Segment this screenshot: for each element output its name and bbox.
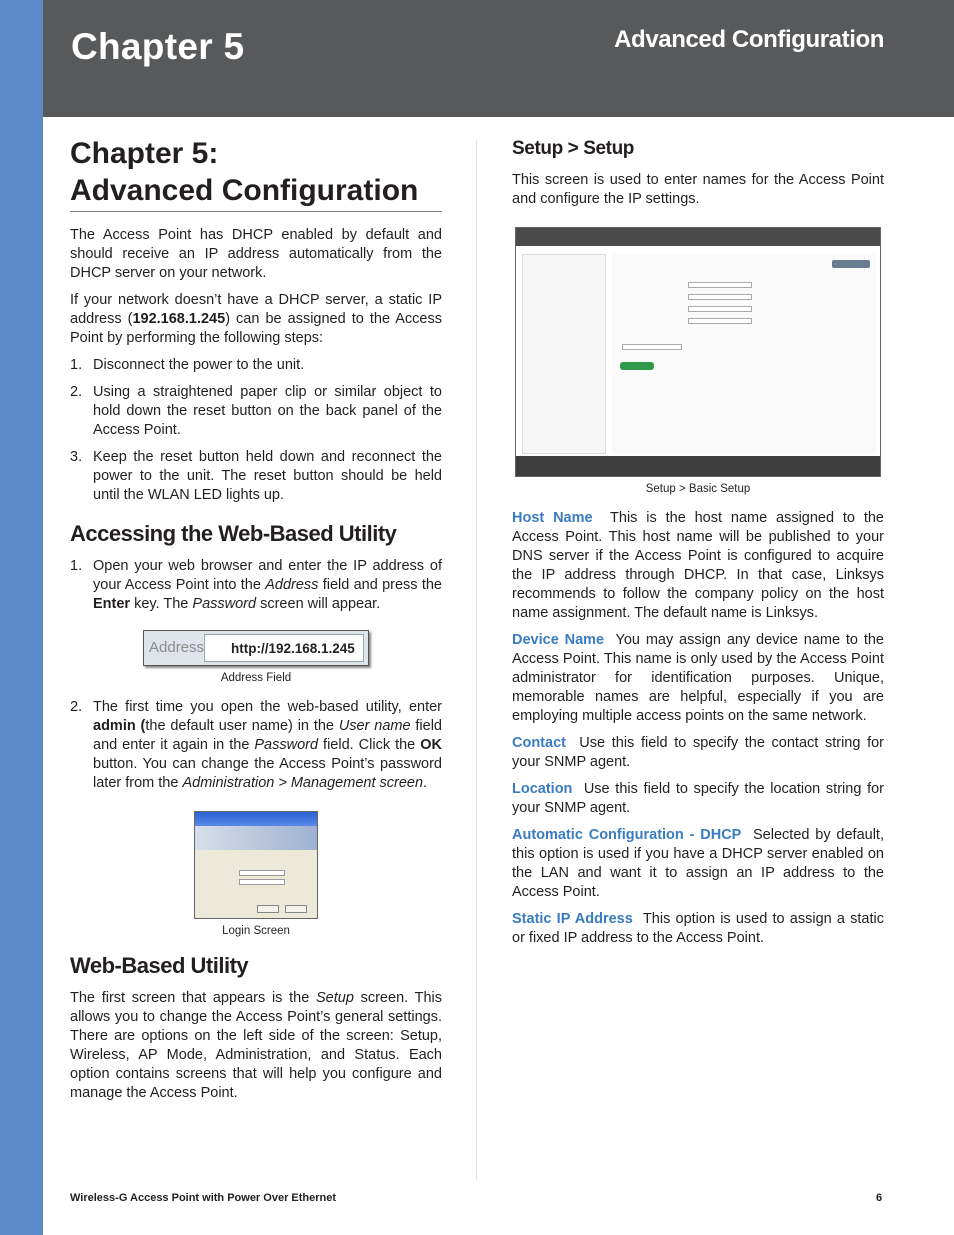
page-title — [70, 135, 442, 212]
step-text: Open your web browser and enter the IP address of your Access Point into the — [93, 558, 442, 593]
static-ip-address: 192.168.1.245 — [132, 311, 226, 327]
definition-device-name — [512, 631, 884, 726]
step-text: the default user name) in the — [145, 718, 339, 734]
chapter-label: Chapter 5 — [71, 26, 245, 67]
setup-help-button — [832, 260, 870, 268]
web-text-b: screen. This allows you to change the Access Point’s general settings. There are options on the left side of the screen: Setup, Wireless, AP Mode, Administration, and Status. Each option contains screens that will help you configure and manage the Access Point. — [70, 990, 442, 1101]
reset-steps-list — [70, 356, 442, 505]
setup-contact-input — [688, 306, 752, 312]
page-header — [43, 0, 954, 117]
footer-page-number: 6 — [876, 1192, 883, 1204]
login-titlebar — [195, 812, 317, 826]
step-number: 1. — [70, 357, 83, 373]
setup-bottombar — [516, 456, 880, 476]
step-text: screen will appear. — [256, 596, 381, 612]
heading-web-utility: Web-Based Utility — [70, 953, 249, 978]
definition-host-name — [512, 509, 884, 623]
setup-intro-paragraph: This screen is used to enter names for the Access Point and configure the IP settings. — [512, 172, 884, 207]
term-text: This option is used to assign a static or fixed IP address to the Access Point. — [512, 911, 884, 946]
heading-setup: Setup > Setup — [512, 138, 635, 159]
login-screen-figure — [194, 811, 318, 919]
caption-login-screen: Login Screen — [222, 925, 290, 937]
step-text: Using a straightened paper clip or similar object to hold down the reset button on the back panel of the Access Point. — [93, 384, 442, 438]
web-text-italic: Setup — [316, 990, 354, 1006]
static-ip-paragraph — [70, 291, 442, 348]
list-item — [70, 383, 442, 440]
term-text: Use this field to specify the location string for your SNMP agent. — [512, 781, 885, 816]
static-ip-text-a: If your network doesn’t have a DHCP server, a static IP address ( — [70, 292, 442, 327]
term-label: Static IP Address — [512, 911, 633, 927]
step-number: 2. — [70, 384, 83, 400]
step-italic: Administration > Management screen — [182, 775, 424, 791]
step-text: Keep the reset button held down and reconnect the power to the unit. The reset button should be held until the WLAN LED lights up. — [93, 449, 442, 503]
definition-static-ip — [512, 910, 884, 948]
step-italic: Address — [265, 577, 319, 593]
term-text: Use this field to specify the contact string for your SNMP agent. — [512, 735, 884, 770]
definition-location — [512, 780, 884, 818]
step-text: Disconnect the power to the unit. — [93, 357, 305, 373]
step-italic: User name — [338, 718, 411, 734]
access-steps-list — [70, 557, 442, 614]
right-column — [512, 135, 884, 956]
address-url-box: http://192.168.1.245 — [204, 634, 364, 662]
section-label: Advanced Configuration — [614, 26, 884, 53]
step-bold: Enter — [93, 596, 131, 612]
step-number: 3. — [70, 449, 83, 465]
access-steps-list-2 — [70, 698, 442, 793]
definition-auto-dhcp — [512, 826, 884, 902]
step-text: . — [423, 775, 428, 791]
step-text: button. You can change the Access Point’s password later from the — [93, 756, 442, 791]
static-ip-text-b: ) can be assigned to the Access Point by performing the following steps: — [70, 311, 442, 346]
column-divider — [476, 140, 477, 1180]
definition-contact — [512, 734, 884, 772]
setup-side-item — [523, 285, 605, 287]
term-label: Device Name — [512, 632, 605, 648]
login-banner — [195, 826, 317, 850]
setup-main-panel — [612, 254, 876, 454]
page-title-line2: Advanced Configuration — [70, 174, 419, 207]
step-text: field. Click the — [318, 737, 421, 753]
caption-address-field: Address Field — [220, 672, 292, 684]
step-bold: OK — [420, 737, 442, 753]
term-label: Location — [512, 781, 573, 797]
setup-sidebar — [522, 254, 606, 454]
setup-topbar — [516, 228, 880, 246]
term-label: Host Name — [512, 510, 593, 526]
step-bold: admin ( — [93, 718, 146, 734]
step-italic: Password — [254, 737, 319, 753]
term-text: You may assign any device name to the Access Point. This name is only used by the Access Point administrator for identification purposes. Unique, memorable names are helpful, especially if you are employing multiple access points on the same network. — [512, 632, 884, 724]
page-title-line1: Chapter 5: — [70, 137, 219, 170]
intro-paragraph: The Access Point has DHCP enabled by default and should receive an IP address automatically from the DHCP server on your network. — [70, 227, 442, 281]
web-utility-paragraph — [70, 989, 442, 1103]
step-italic: Password — [192, 596, 257, 612]
address-label: Address — [149, 639, 205, 656]
setup-location-input — [688, 318, 752, 324]
address-field-figure — [143, 630, 369, 666]
step-text: field and enter it again in the — [93, 718, 442, 753]
left-column — [70, 135, 442, 1111]
web-text-a: The first screen that appears is the — [70, 990, 316, 1006]
setup-device-name-input — [688, 294, 752, 300]
login-password-input — [239, 879, 285, 885]
login-username-input — [239, 870, 285, 876]
step-text: field and press the — [318, 577, 442, 593]
list-item — [70, 448, 442, 505]
setup-dhcp-select — [622, 344, 682, 350]
step-text: key. The — [130, 596, 193, 612]
caption-setup: Setup > Basic Setup — [645, 483, 751, 495]
list-item — [70, 557, 442, 614]
setup-screen-figure — [515, 227, 881, 477]
footer-product-name: Wireless-G Access Point with Power Over Ethernet — [70, 1192, 337, 1204]
setup-apply-button — [620, 362, 654, 370]
setup-host-name-input — [688, 282, 752, 288]
term-label: Automatic Configuration - DHCP — [512, 827, 742, 843]
step-number: 1. — [70, 558, 83, 574]
list-item — [70, 356, 442, 375]
step-text: The first time you open the web-based utility, enter — [93, 699, 442, 715]
left-accent-bar — [0, 0, 43, 1235]
login-ok-button — [257, 905, 279, 913]
login-cancel-button — [285, 905, 307, 913]
heading-accessing-utility: Accessing the Web-Based Utility — [70, 521, 397, 546]
list-item — [70, 698, 442, 793]
term-label: Contact — [512, 735, 566, 751]
term-text: This is the host name assigned to the Access Point. This host name will be published to your DNS server if the Access Point is configured to acquire the IP address through DHCP. In that case, Linksys recommends to follow the company policy on the host name assignment. The default name is Linksys. — [512, 510, 884, 621]
step-number: 2. — [70, 699, 83, 715]
term-text: Selected by default, this option is used if you have a DHCP server enabled on the LAN and want it to assign an IP address to the Access Point. — [512, 827, 884, 900]
